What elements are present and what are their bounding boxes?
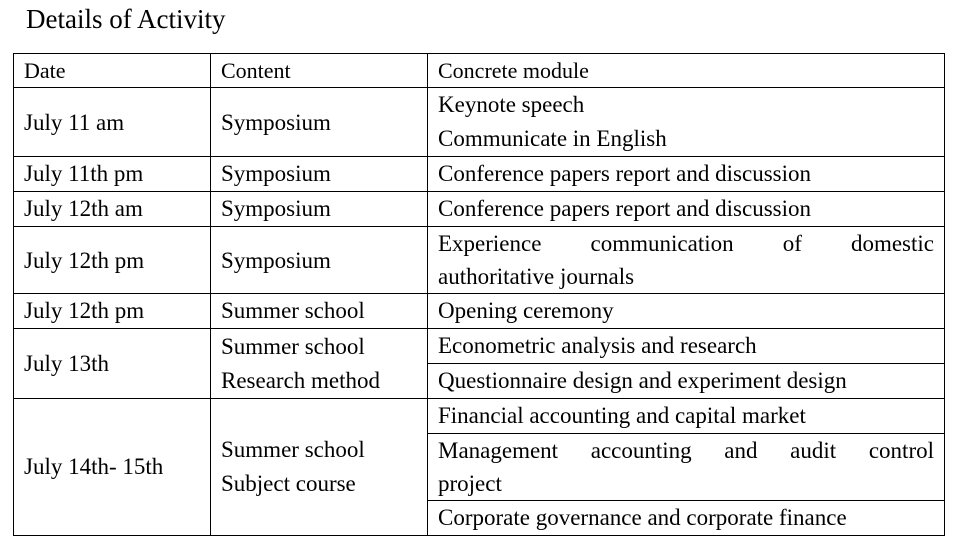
cell-module: Conference papers report and discussion xyxy=(428,157,945,192)
module-line: Communicate in English xyxy=(438,126,667,151)
table-row xyxy=(14,88,945,157)
content-line: Subject course xyxy=(221,471,356,496)
page-title: Details of Activity xyxy=(26,4,226,34)
cell-content xyxy=(211,399,428,536)
cell-content: Symposium xyxy=(211,157,428,192)
table-row xyxy=(14,399,945,434)
cell-content xyxy=(211,329,428,399)
cell-date: July 13th xyxy=(14,329,211,399)
cell-date: July 11th pm xyxy=(14,157,211,192)
cell-content: Symposium xyxy=(211,227,428,294)
header-date: Date xyxy=(14,54,211,88)
header-module: Concrete module xyxy=(428,54,945,88)
module-line: authoritative journals xyxy=(438,264,635,289)
content-line: Summer school xyxy=(221,437,365,462)
cell-module: Questionnaire design and experiment design xyxy=(428,364,945,399)
cell-content: Summer school xyxy=(211,294,428,329)
cell-module: Conference papers report and discussion xyxy=(428,192,945,227)
table-row xyxy=(14,294,945,329)
cell-module xyxy=(428,227,945,294)
table-row xyxy=(14,192,945,227)
header-content: Content xyxy=(211,54,428,88)
cell-module: Financial accounting and capital market xyxy=(428,399,945,434)
content-line: Summer school xyxy=(221,333,365,359)
cell-module: Opening ceremony xyxy=(428,294,945,329)
table-header-row xyxy=(14,54,945,88)
module-line: Management accounting and audit control xyxy=(438,438,934,463)
table-row xyxy=(14,157,945,192)
cell-module xyxy=(428,434,945,501)
table-row xyxy=(14,227,945,294)
cell-date: July 12th pm xyxy=(14,294,211,329)
module-line: Keynote speech xyxy=(438,92,585,117)
table-row xyxy=(14,329,945,364)
module-line: Experience communication of domestic xyxy=(438,231,934,256)
cell-date: July 14th- 15th xyxy=(14,399,211,536)
content-line: Research method xyxy=(221,367,381,393)
cell-date: July 11 am xyxy=(14,88,211,157)
module-line: project xyxy=(438,471,502,496)
cell-date: July 12th pm xyxy=(14,227,211,294)
cell-module: Corporate governance and corporate finance xyxy=(428,501,945,536)
cell-date: July 12th am xyxy=(14,192,211,227)
cell-content: Symposium xyxy=(211,88,428,157)
cell-module: Econometric analysis and research xyxy=(428,329,945,364)
cell-content: Symposium xyxy=(211,192,428,227)
cell-module xyxy=(428,88,945,157)
activity-table xyxy=(13,53,945,536)
